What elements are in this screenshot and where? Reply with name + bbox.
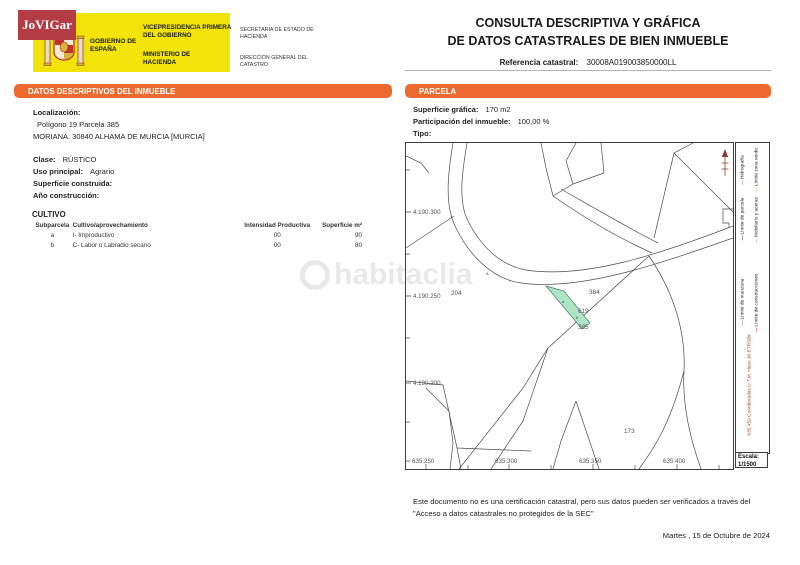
superficie-grafica-row (413, 105, 511, 114)
map-scale-box (735, 452, 768, 468)
parcel-label-204: 204 (451, 290, 462, 297)
map-labels (412, 209, 686, 465)
section-header-datos-label: DATOS DESCRIPTIVOS DEL INMUEBLE (28, 86, 176, 96)
cultivo-table (32, 221, 362, 250)
superficie-grafica-label: Superficie gráfica: (413, 105, 479, 114)
road-edge-outer (448, 143, 733, 284)
road-label-a: A (486, 272, 489, 276)
bottom-horizontal (457, 448, 531, 451)
clase-label: Clase: (33, 155, 56, 164)
superficie-construida-label: Superficie construida: (33, 179, 113, 188)
gobierno-de-espana-label: GOBIERNO DE ESPAÑA (90, 38, 137, 54)
edge-notch (723, 209, 734, 228)
section-header-parcela (405, 84, 771, 98)
x-axis-label: 635.300 (495, 458, 518, 465)
zona-verde-line-swatch: — (754, 188, 760, 192)
x-axis-label: 635.250 (412, 458, 435, 465)
jovigar-watermark-logo (18, 10, 76, 40)
scale-label: Escala: (738, 454, 760, 460)
cell-superficie-b: 80 (354, 241, 362, 249)
x-axis-label: 635.400 (663, 458, 686, 465)
limite-parcela-line-swatch: — (740, 236, 746, 241)
mobiliario-line-swatch: — (754, 239, 760, 243)
uso-principal-row (33, 167, 114, 176)
direccion-catastro-label: DIRECCIÓN GENERAL DEL CATASTRO (240, 55, 308, 69)
bottomleft-wedge-2 (426, 388, 453, 469)
col-intensidad: Intensidad Productiva (244, 222, 311, 229)
cell-intensidad-a: 00 (273, 231, 281, 239)
parcel-label-173: 173 (624, 428, 635, 435)
table-row (32, 230, 362, 240)
legend-entry-limite-parcela (741, 198, 746, 241)
participacion-value: 100,00 % (517, 117, 550, 126)
track-edge-1 (553, 196, 652, 253)
legend-label: Límite de construcciones (754, 273, 760, 327)
uso-principal-label: Uso principal: (33, 167, 84, 176)
legend-entry-construcciones (755, 274, 760, 333)
legend-entry-zona-verde (755, 148, 760, 192)
north-arrow-icon (722, 149, 729, 176)
top-parcel (553, 143, 604, 196)
y-axis-label: 4.190.200 (413, 380, 441, 387)
title-line-1: CONSULTA DESCRIPTIVA Y GRÁFICA (475, 16, 701, 30)
cell-subparcela-a: a (50, 231, 55, 239)
parcel-label-385: 385 (578, 324, 589, 331)
ministerio-hacienda-label: MINISTERIO DE HACIENDA (143, 51, 191, 67)
left-boundary-2 (406, 216, 454, 248)
track-edge-2 (561, 189, 658, 243)
subparcel-label-b: b (576, 316, 579, 320)
participacion-row (413, 117, 549, 126)
localizacion-line2: MORIANA. 30840 ALHAMA DE MURCIA [MURCIA] (33, 132, 205, 141)
legend-entry-hidrografia (741, 155, 746, 185)
localizacion-line1: Polígono 19 Parcela 385 (37, 120, 120, 129)
y-axis-label: 4.190.250 (413, 293, 441, 300)
left-boundary-1 (406, 156, 429, 173)
uso-principal-value: Agrario (90, 167, 115, 176)
legend-entry-mobiliario (755, 197, 760, 243)
habitaclia-watermark-text: habitaclia (334, 258, 473, 291)
vicepresidencia-label: VICEPRESIDENCIA PRIMERA DEL GOBIERNO (143, 24, 232, 40)
cultivo-table-header-row (32, 221, 362, 230)
road-edge-inner (462, 143, 733, 272)
legend-label: Límite de parcela (740, 197, 746, 235)
jovigar-logo-text: JoVIGar (22, 17, 72, 32)
legend-label: Mobiliario y aceras (754, 197, 760, 238)
clase-value: RÚSTICO (62, 155, 97, 164)
cadastral-reference-value: 30008A019003850000LL (586, 58, 677, 67)
y-axis-label: 4.190.300 (413, 209, 441, 216)
superficie-construida-row (33, 179, 117, 188)
disclaimer-text: Este documento no es una certificación catastral, pero sus datos pueden ser verificados a través del "Acceso a datos catastrales no protegidos de la SEC" (413, 497, 751, 518)
secretaria-estado-label: SECRETARÍA DE ESTADO DE HACIENDA (240, 27, 314, 41)
cell-intensidad-b: 00 (273, 241, 281, 249)
section-header-parcela-label: PARCELA (419, 86, 457, 96)
parcel-label-619: 619 (578, 308, 589, 315)
parcel-label-384: 384 (589, 289, 600, 296)
limite-manzana-line-swatch: — (740, 321, 746, 326)
anio-construccion-label: Año construcción: (33, 191, 100, 200)
cell-cultivo-a: I- Improductivo (72, 231, 115, 239)
axis-ticks (406, 170, 719, 469)
document-title (405, 14, 771, 50)
document-date: Martes , 15 de Octubre de 2024 (662, 531, 770, 540)
bottomleft-wedge-1 (406, 381, 461, 469)
col-cultivo: Cultivo/aprovechamiento (72, 222, 148, 229)
topright-boundary (654, 143, 734, 238)
anio-construccion-row (33, 191, 104, 200)
hidrografia-line-swatch: — (740, 180, 746, 185)
header-divider (405, 70, 771, 71)
col-superficie: Superficie m² (322, 222, 362, 229)
cultivo-section-title: CULTIVO (32, 210, 66, 219)
scale-value: 1/1500 (738, 461, 757, 468)
cadastral-reference (405, 58, 771, 67)
superficie-grafica-value: 170 m2 (485, 105, 511, 114)
track-stub (541, 143, 553, 196)
tipo-row (413, 129, 436, 138)
table-row (32, 240, 362, 250)
utm-coordinates-note: 635.450 Coordenadas U.T.M. Huso 30 ETRS89 (747, 334, 753, 436)
parcel173-curve (649, 256, 701, 469)
subparcel-label-a: a (562, 300, 565, 304)
cell-cultivo-b: C- Labor o Labradio secano (72, 241, 151, 249)
section-header-datos-descriptivos (14, 84, 392, 98)
legend-entry-limite-manzana (741, 279, 746, 326)
x-axis-label: 635.350 (579, 458, 602, 465)
cadastral-map (405, 142, 734, 470)
cell-superficie-a: 90 (354, 231, 362, 239)
clase-row (33, 155, 96, 164)
cell-subparcela-b: b (50, 241, 55, 249)
legend-label: Hidrografía (740, 155, 746, 179)
construcciones-line-swatch: — (754, 328, 760, 333)
cadastral-reference-label: Referencia catastral: (499, 58, 579, 67)
col-subparcela: Subparcela (35, 222, 70, 229)
title-line-2: DE DATOS CATASTRALES DE BIEN INMUEBLE (447, 34, 729, 49)
participacion-label: Participación del inmueble: (413, 117, 511, 126)
legend-label: Límite de manzana (740, 278, 746, 320)
parcel173-branch (639, 371, 684, 469)
habitaclia-circle-icon (300, 260, 330, 290)
tipo-label: Tipo: (413, 129, 432, 138)
legend-label: Límite zona verde (754, 148, 760, 187)
localizacion-label: Localización: (33, 108, 81, 117)
